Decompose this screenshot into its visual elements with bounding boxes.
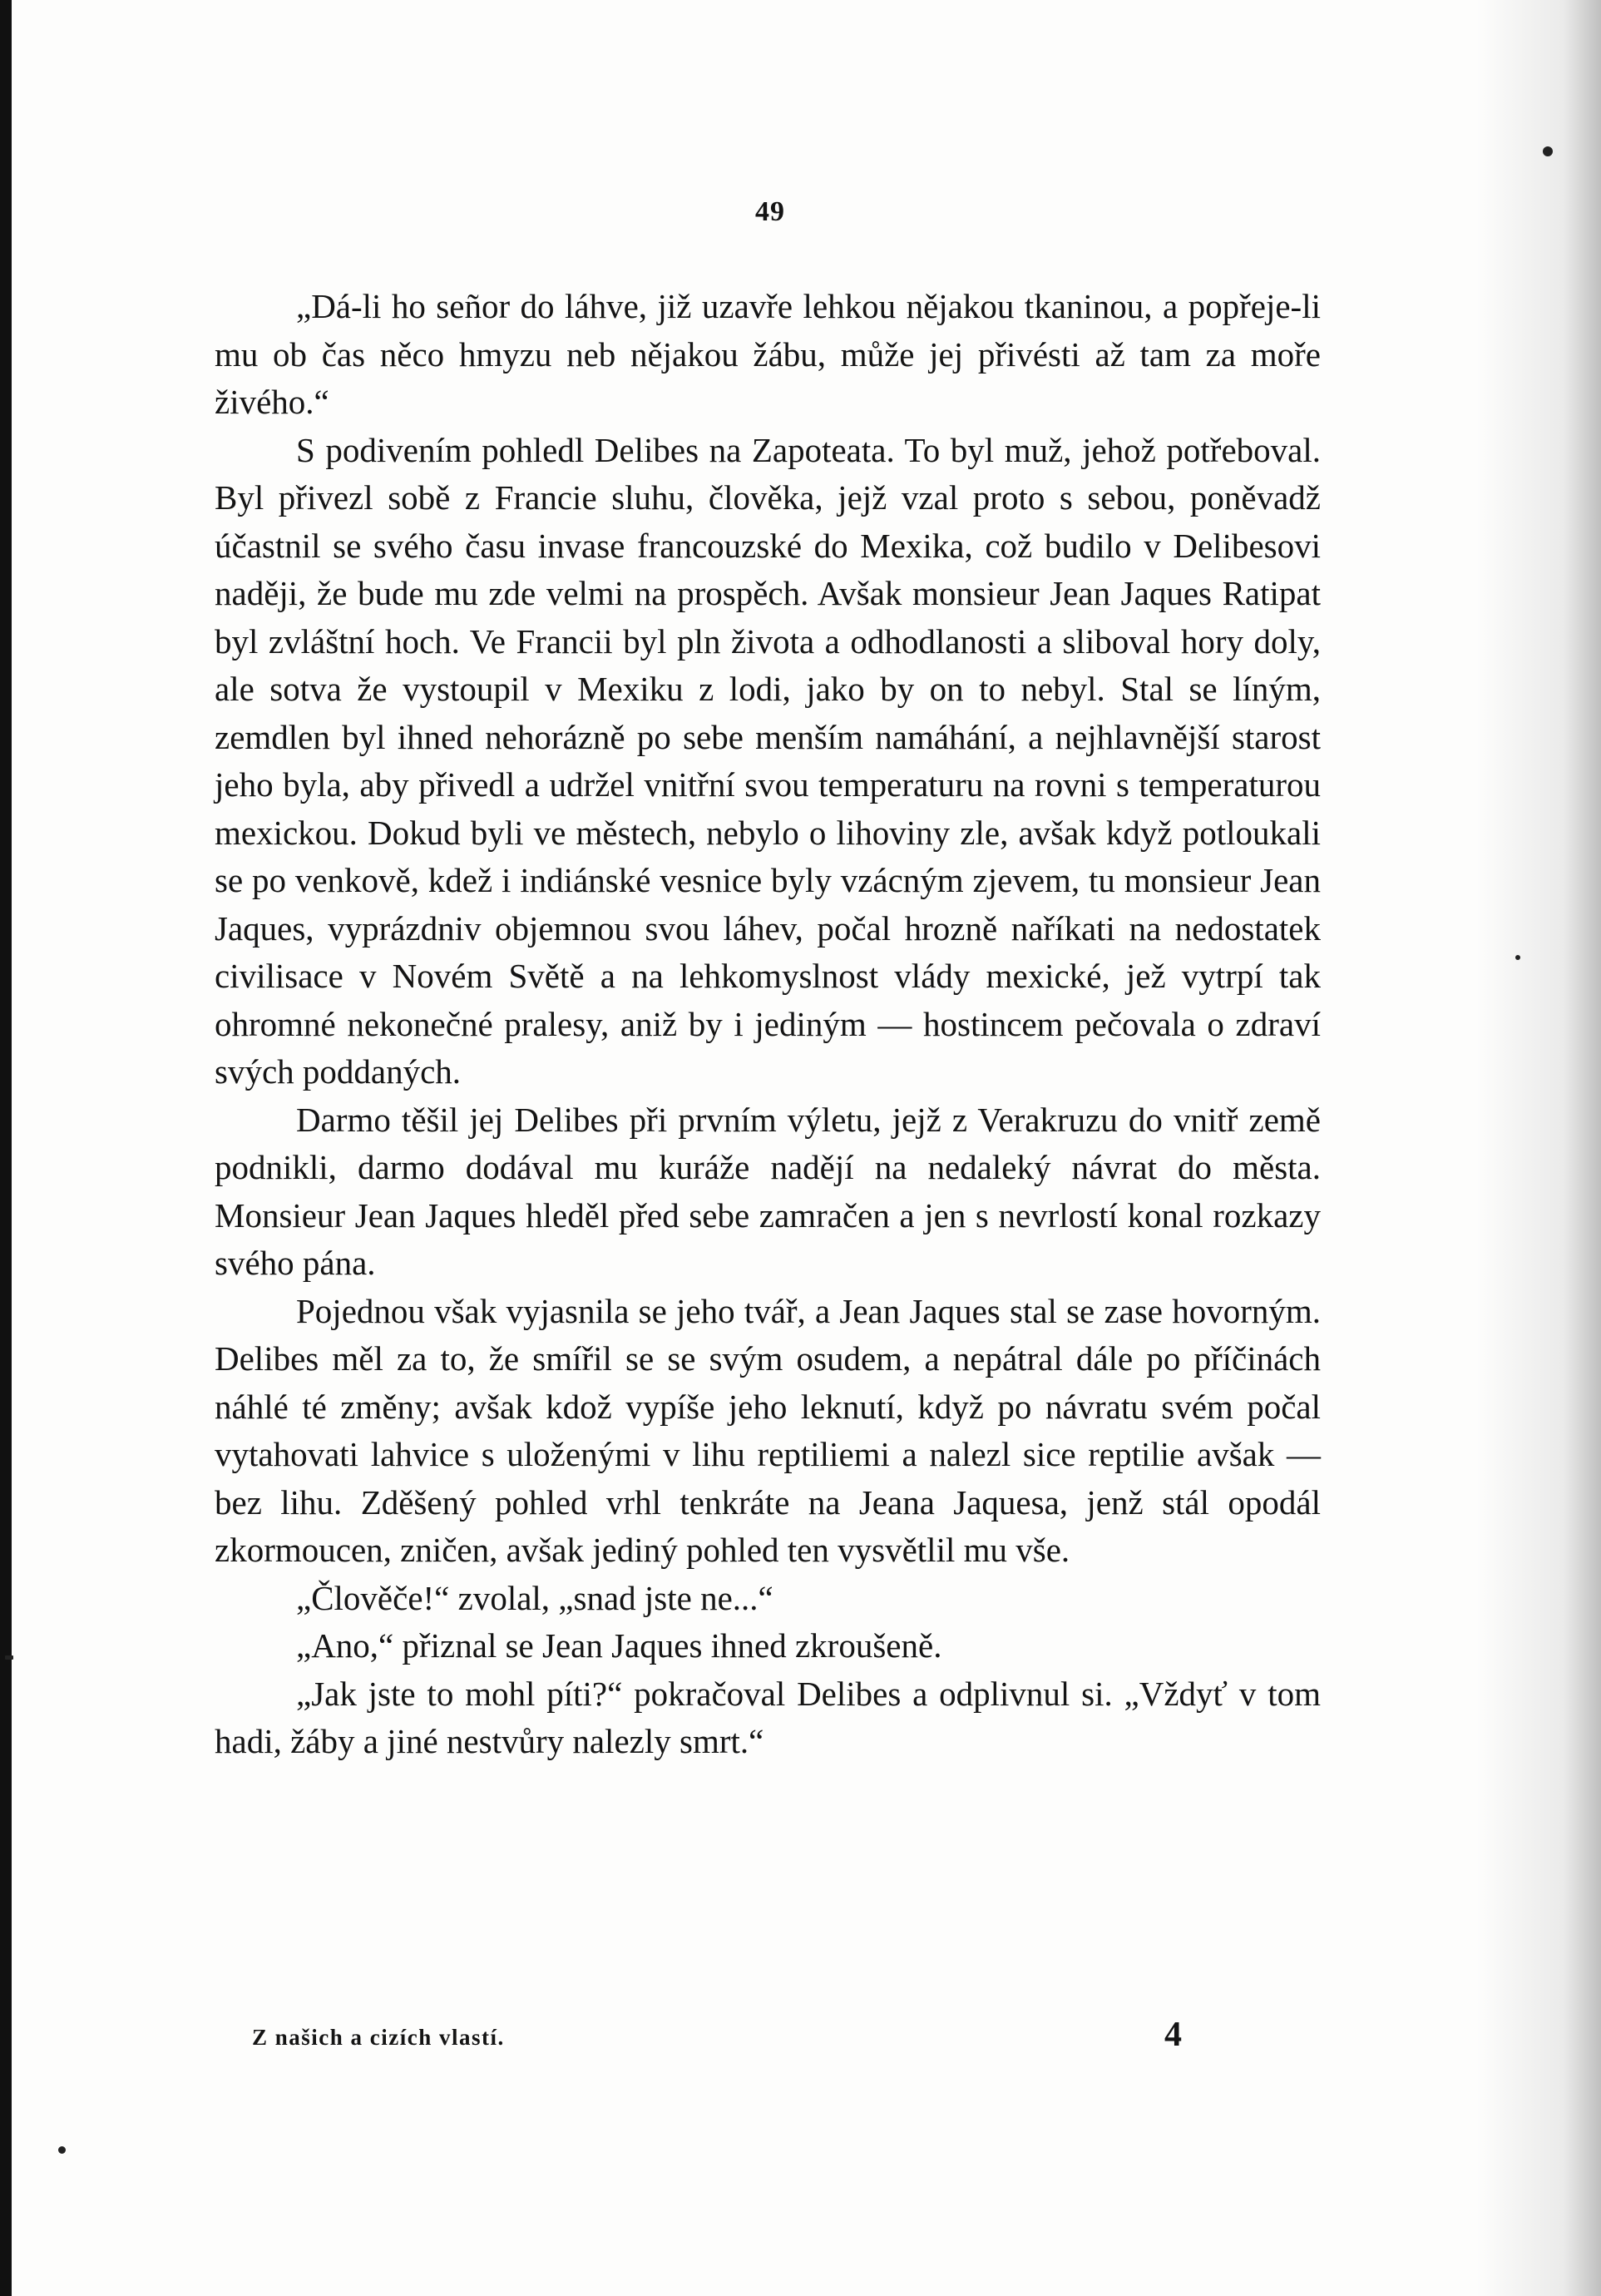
scan-speck bbox=[5, 1655, 13, 1660]
signature-mark: 4 bbox=[1164, 2016, 1182, 2054]
paragraph: „Člověče!“ zvolal, „snad jste ne...“ bbox=[296, 1578, 773, 1617]
paragraph: „Jak jste to mohl píti?“ pokračoval Delibes a odplivnul si. „Vždyť v tom hadi, žáby a jiné nestvůry nalezly smrt.“ bbox=[215, 1674, 1321, 1760]
paragraph: Pojednou však vyjasnila se jeho tvář, a Jean Jaques stal se zase hovorným. Delibes měl za to, že smířil se se svým osudem, a nepátral dále po příčinách náhlé té změny; avšak kdož vypíše jeho leknutí, když po návratu svém počal vytahovati lahvice s uloženými v lihu reptiliemi a nalezl sice reptilie avšak — bez lihu. Zděšený pohled vrhl tenkráte na Jeana Jaquesa, jenž stál opodál zkormoucen, zničen, avšak jediný pohled ten vysvětlil mu vše. bbox=[215, 1291, 1321, 1569]
scan-speck bbox=[1515, 955, 1520, 960]
footer-title: Z našich a cizích vlastí. bbox=[252, 2025, 505, 2050]
paragraph: S podivením pohledl Delibes na Zapoteata. To byl muž, jehož potřeboval. Byl přivezl sobě z Francie sluhu, člověka, jejž vzal proto s sebou, poněvadž účastnil se svého času invase francouzské do Mexika, což budilo v Delibesovi naději, že bude mu zde velmi na prospěch. Avšak monsieur Jean Jaques Ratipat byl zvláštní hoch. Ve Francii byl pln života a odhodlanosti a sliboval hory doly, ale sotva že vystoupil v Mexiku z lodi, jako by on to nebyl. Stal se líným, zemdlen byl ihned nehorázně po sebe menším namáhání, a nejhlavnější starost jeho byla, aby přivedl a udržel vnitřní svou temperaturu na rovni s temperaturou mexickou. Dokud byli ve městech, nebylo o lihoviny zle, avšak když potloukali se po venkově, kdež i indiánské vesnice byly vzácným zjevem, tu monsieur Jean Jaques, vyprázdniv objemnou svou láhev, počal hrozně naříkati na nedostatek civilisace v Novém Světě a na lehkomyslnost vlády mexické, jež vytrpí tak ohromné nekonečné pralesy, aniž by i jediným — hostincem pečovala o zdraví svých poddaných. bbox=[215, 430, 1321, 1091]
paragraph: Darmo těšil jej Delibes při prvním výletu, jejž z Verakruzu do vnitř země podnikli, darmo dodával mu kuráže nadějí na nedaleký návrat do města. Monsieur Jean Jaques hleděl před sebe zamračen a jen s nevrlostí konal rozkazy svého pána. bbox=[215, 1100, 1321, 1282]
scan-left-edge bbox=[0, 0, 12, 2296]
page-number: 49 bbox=[755, 196, 785, 227]
paragraph: „Dá-li ho señor do láhve, již uzavře lehkou nějakou tkaninou, a popřeje-li mu ob čas něco hmyzu neb nějakou žábu, může jej přivésti až tam za moře živého.“ bbox=[215, 287, 1321, 421]
scan-speck bbox=[1543, 146, 1553, 156]
scan-right-shadow bbox=[1476, 0, 1601, 2296]
scan-speck bbox=[58, 2146, 66, 2154]
paragraph: „Ano,“ přiznal se Jean Jaques ihned zkroušeně. bbox=[296, 1626, 942, 1665]
body-text bbox=[215, 283, 1321, 1766]
